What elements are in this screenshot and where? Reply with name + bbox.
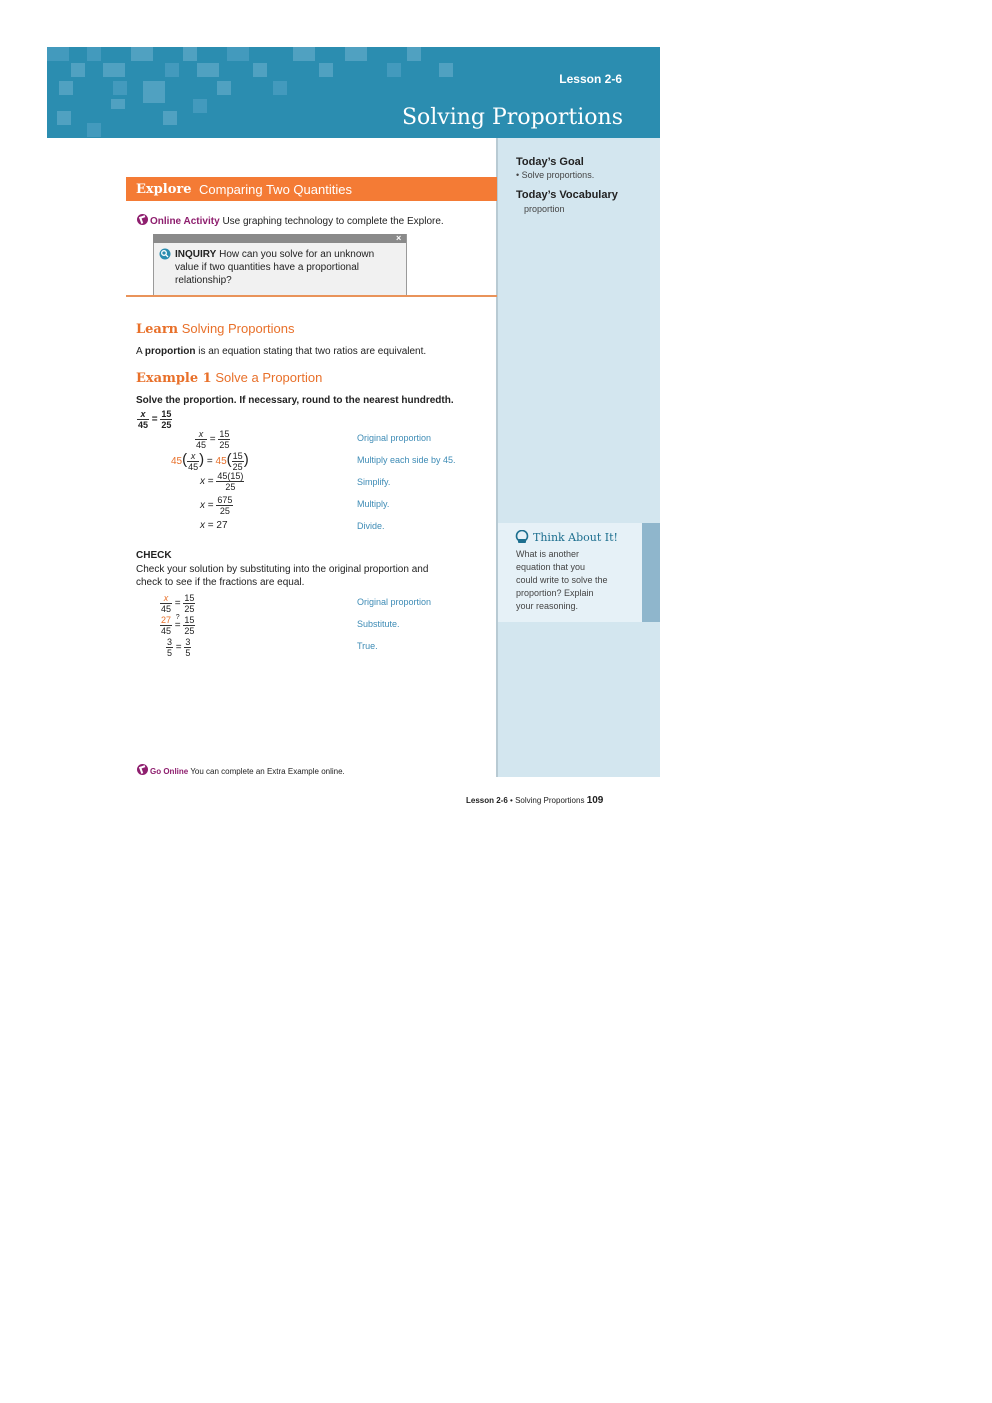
- denominator: 25: [219, 506, 230, 516]
- check-note: Original proportion: [357, 597, 432, 607]
- check-equation-1: [160, 593, 195, 614]
- equals-sign: =: [174, 620, 181, 632]
- equals-sign: =: [175, 642, 182, 654]
- inquiry-box-titlebar: [153, 234, 406, 243]
- numerator: 15: [184, 615, 195, 625]
- think-about-it-tab: [642, 523, 660, 622]
- question-mark: ?: [175, 614, 180, 622]
- todays-vocabulary-heading: Today’s Vocabulary: [516, 189, 618, 201]
- explore-header-bar: [126, 177, 497, 201]
- denominator: 25: [225, 482, 236, 492]
- numerator: 15: [232, 451, 243, 461]
- numerator: 3: [167, 637, 173, 647]
- equals-sign: =: [207, 500, 214, 512]
- check-heading: CHECK: [136, 550, 172, 561]
- cursor-icon: [137, 214, 148, 225]
- learn-title: Solving Proportions: [181, 321, 295, 336]
- step-note: Original proportion: [357, 433, 432, 443]
- step-equation-1: [195, 429, 230, 450]
- online-activity-text: Use graphing technology to complete the Explore.: [222, 216, 444, 227]
- equals-sign: =: [151, 414, 158, 426]
- check-line: check to see if the fractions are equal.: [136, 577, 305, 588]
- numerator: 15: [219, 429, 230, 439]
- check-equation-2: [160, 615, 195, 636]
- lesson-number: Lesson 2-6: [559, 72, 622, 86]
- todays-goal-heading: Today’s Goal: [516, 156, 584, 168]
- example-title: Solve a Proportion: [215, 370, 323, 385]
- step-equation-5: [200, 520, 228, 531]
- inquiry-icon: [159, 247, 171, 265]
- inquiry-line: value if two quantities have a proportional: [175, 262, 360, 273]
- coefficient: 45: [171, 456, 183, 468]
- numerator: 15: [184, 593, 195, 603]
- proportion-definition: [136, 345, 426, 358]
- denominator: 45: [138, 420, 149, 430]
- equals-sign: =: [209, 434, 216, 446]
- go-online-line: [137, 764, 345, 776]
- denominator: 45: [196, 440, 207, 450]
- coefficient: 45: [215, 456, 227, 468]
- inquiry-line: How can you solve for an unknown: [219, 249, 375, 260]
- definition-term: proportion: [144, 346, 196, 357]
- think-line: proportion? Explain: [516, 588, 594, 598]
- denominator: 45: [161, 604, 172, 614]
- example-heading: [136, 370, 322, 386]
- variable: x: [200, 476, 205, 488]
- step-note: Multiply each side by 45.: [357, 455, 456, 465]
- think-line: What is another: [516, 549, 580, 559]
- denominator: 25: [219, 440, 230, 450]
- denominator: 45: [188, 462, 199, 472]
- numerator: 27: [161, 615, 172, 625]
- denominator: 25: [232, 462, 243, 472]
- variable: x: [200, 500, 205, 512]
- numerator: 3: [185, 637, 191, 647]
- page-title: Solving Proportions: [401, 105, 623, 130]
- close-icon[interactable]: ×: [396, 233, 402, 243]
- numerator: 45(15): [217, 471, 244, 481]
- online-activity-link[interactable]: Online Activity: [150, 216, 220, 227]
- online-activity-line: [137, 214, 444, 228]
- check-instructions: [136, 563, 486, 589]
- definition-text: A: [136, 346, 143, 357]
- step-equation-4: [200, 495, 233, 516]
- numerator: x: [195, 429, 207, 440]
- definition-text: is an equation stating that two ratios are equivalent.: [198, 346, 427, 357]
- denominator: 25: [184, 626, 195, 636]
- page-number: 109: [586, 795, 604, 806]
- step-note: Multiply.: [357, 499, 390, 509]
- footer-bullet: •: [510, 796, 513, 805]
- denominator: 25: [184, 604, 195, 614]
- equals-sign: =: [206, 456, 213, 468]
- example-label: Example 1: [136, 371, 212, 386]
- lesson-banner: [47, 47, 660, 138]
- learn-heading: [136, 321, 295, 337]
- check-equation-3: [166, 637, 191, 658]
- result: = 27: [207, 520, 228, 531]
- check-note: Substitute.: [357, 619, 400, 629]
- equals-sign: =: [207, 476, 214, 488]
- check-line: Check your solution by substituting into the original proportion and: [136, 564, 429, 575]
- explore-bottom-rule: [126, 295, 497, 297]
- go-online-text: You can complete an Extra Example online.: [190, 767, 345, 776]
- numerator: x: [187, 451, 199, 462]
- think-line: could write to solve the: [516, 575, 608, 585]
- step-equation-3: [200, 471, 244, 492]
- sidebar-divider: [496, 138, 498, 777]
- denominator: 45: [161, 626, 172, 636]
- think-line: your reasoning.: [516, 601, 579, 611]
- numerator: x: [137, 409, 149, 420]
- todays-goal-item: • Solve proportions.: [516, 170, 595, 180]
- page-footer: [466, 795, 603, 806]
- step-equation-2: 45( $\frac{x}{45}$ ) = 45( $\frac{15}{25}$ ): [171, 451, 249, 472]
- sidebar: [498, 138, 660, 777]
- explore-label: Explore: [136, 182, 192, 197]
- think-about-it-text: [516, 548, 608, 613]
- inquiry-line: relationship?: [175, 275, 232, 286]
- denominator: 25: [161, 420, 172, 430]
- example-prompt: Solve the proportion. If necessary, round to the nearest hundredth.: [136, 395, 454, 406]
- inquiry-label: INQUIRY: [175, 249, 217, 260]
- inquiry-text: [175, 248, 400, 287]
- think-about-it-title: Think About It!: [533, 531, 618, 544]
- step-note: Simplify.: [357, 477, 391, 487]
- denominator: 5: [167, 648, 173, 658]
- cursor-icon: [137, 764, 148, 775]
- numerator: 675: [217, 495, 233, 505]
- denominator: 5: [185, 648, 191, 658]
- learn-label: Learn: [136, 322, 179, 337]
- equals-sign: =: [174, 598, 181, 610]
- numerator: x: [160, 593, 172, 604]
- variable: x: [200, 520, 205, 531]
- vocabulary-item: proportion: [524, 204, 565, 214]
- think-about-it-icon: [515, 530, 529, 549]
- go-online-link[interactable]: Go Online: [150, 767, 189, 776]
- explore-title: Comparing Two Quantities: [199, 182, 352, 197]
- footer-title: Solving Proportions: [515, 796, 585, 805]
- numerator: 15: [161, 409, 172, 419]
- think-line: equation that you: [516, 562, 586, 572]
- check-note: True.: [357, 641, 378, 651]
- step-note: Divide.: [357, 521, 385, 531]
- footer-lesson: Lesson 2-6: [466, 796, 508, 805]
- prompt-equation: [137, 409, 172, 430]
